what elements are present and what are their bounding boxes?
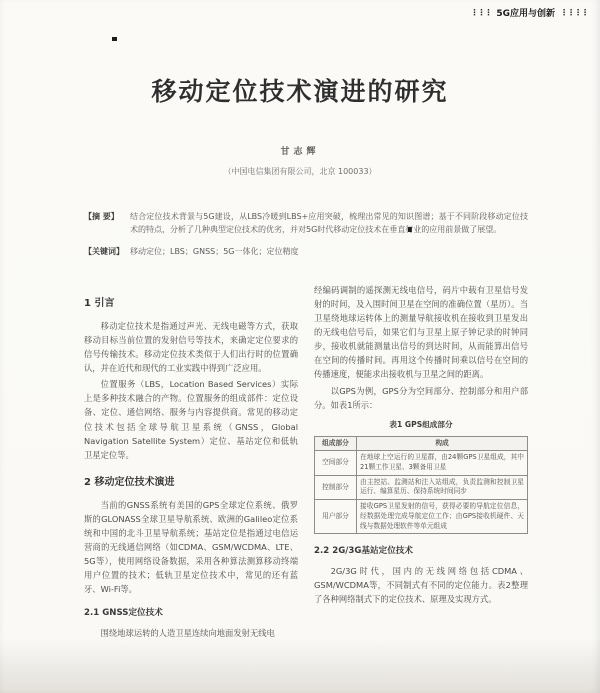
table-header-cell: 组成部分	[315, 436, 357, 451]
section-1-paragraph: 位置服务（LBS，Location Based Services）实际上是多种技术融合的产物。位置服务的组成部件：定位设备、定位、通信网络、服务与内容提供商。常见的移动定位技术包括全球导航卫星系统（GNSS，Global Navigation Satellite System）定位、基站定位和低轨卫星定位等。	[84, 379, 298, 460]
journal-section-badge	[470, 6, 588, 19]
abstract-text: 结合定位技术背景与5G建设，从LBS冷暖到LBS+应用突破，梳理出常见的知识图谱；基于不同阶段移动定位技术的特点，分析了几种典型定位技术的优劣，并对5G时代移动定位技术在垂直行业的应用前景做了展望。	[130, 212, 528, 234]
table-cell-desc: 接收GPS卫星发射的信号，获得必要的导航定位信息，经数据处理完成导航定位工作；由GPS接收机硬件、天线与数据处理软件等单元组成	[357, 500, 528, 534]
dotted-bar-icon: ⋮⋮⋮⋮	[560, 8, 588, 17]
table-row	[315, 500, 528, 534]
page-title: 移动定位技术演进的研究	[151, 77, 449, 106]
gps-components-table	[314, 436, 528, 535]
author-affiliation: （中国电信集团有限公司，北京 100033）	[223, 167, 377, 176]
scan-artifact	[112, 37, 117, 41]
abstract	[84, 211, 528, 237]
table-header-cell: 构成	[357, 436, 528, 451]
continued-paragraph: 经编码调制的遥探测无线电信号，码片中载有卫星信号发射的时间，及入围时间卫星在空间的准确位置（星历）。当卫星绕地球运转体上的测量导航接收机在接收到卫星发出的无线电信号后，如果它们与卫星上原子钟记录的时钟同步，接收机就能测量出信号的到达时间，从而能算出信号在空间的传播时间。再用这个传播时间乘以信号在空间的传播速度，便能求出接收机与卫星之间的距离。	[314, 284, 528, 380]
table-cell-desc: 在地球上空运行的卫星群，由24颗GPS卫星组成，其中21颗工作卫星、3颗备用卫星	[357, 451, 528, 475]
abstract-label: 【摘 要】	[84, 212, 119, 221]
section-2-heading: 2 移动定位技术演进	[84, 476, 175, 488]
table-cell-part: 用户部分	[315, 500, 357, 534]
left-column	[84, 283, 298, 642]
section-2-2-paragraph: 2G/3G时代，国内的无线网络包括CDMA、GSM/WCDMA等，不同制式有不同的定位能力。表2整理了各种网络制式下的定位技术、原理及实现方式。	[314, 565, 528, 605]
table-cell-desc: 由主控站、监测站和注入站组成，负责监测和控制卫星运行、编算星历、保持系统时间同步	[357, 475, 528, 499]
two-column-body	[84, 283, 528, 642]
section-2-paragraph: 当前的GNSS系统有美国的GPS全球定位系统、俄罗斯的GLONASS全球卫星导航系统、欧洲的Galileo定位系统和中国的北斗卫星导航系统；基站定位是指通过电信运营商的无线通信网络（如CDMA、GSM/WCDMA、LTE、5G等），使用网络设备数据，采用各种算法测算移动终端用户位置的技术；低轨卫星定位技术中，常见的还有蓝牙、Wi-Fi等。	[84, 499, 298, 595]
keywords-label: 【关键词】	[84, 246, 124, 256]
section-1-paragraph: 移动定位技术是指通过声光、无线电磁等方式，获取移动目标当前位置的发射信号等技术，来确定定位要求的信号传输技术。移动定位技术类似于人们出行时的位置确认，并在近代和现代的工业实践中得到广泛应用。	[84, 320, 298, 374]
right-column	[314, 283, 528, 642]
section-2-1-heading: 2.1 GNSS定位技术	[84, 608, 163, 619]
section-2-1-paragraph: 围绕地球运转的人造卫星连续向地面发射无线电	[100, 628, 275, 639]
section-1-heading: 1 引言	[84, 297, 115, 309]
section-2-2-heading: 2.2 2G/3G基站定位技术	[314, 546, 413, 557]
table-row	[315, 475, 528, 499]
keywords	[84, 246, 528, 259]
keywords-text: 移动定位；LBS；GNSS；5G一体化；定位精度	[130, 246, 299, 256]
dotted-bar-icon: ⋮⋮⋮	[470, 8, 492, 17]
table-1-caption: 表1 GPS组成部分	[389, 419, 453, 429]
table-cell-part: 控制部分	[315, 475, 357, 499]
journal-section-label: 5G应用与创新	[496, 9, 555, 19]
abstract-block	[84, 211, 528, 259]
table-row	[315, 451, 528, 475]
table-cell-part: 空间部分	[315, 451, 357, 475]
table-header-row	[315, 436, 528, 451]
author-name: 甘志辉	[280, 147, 320, 157]
gps-intro-paragraph: 以GPS为例，GPS分为空间部分、控制部分和用户部分。如表1所示：	[314, 385, 528, 410]
